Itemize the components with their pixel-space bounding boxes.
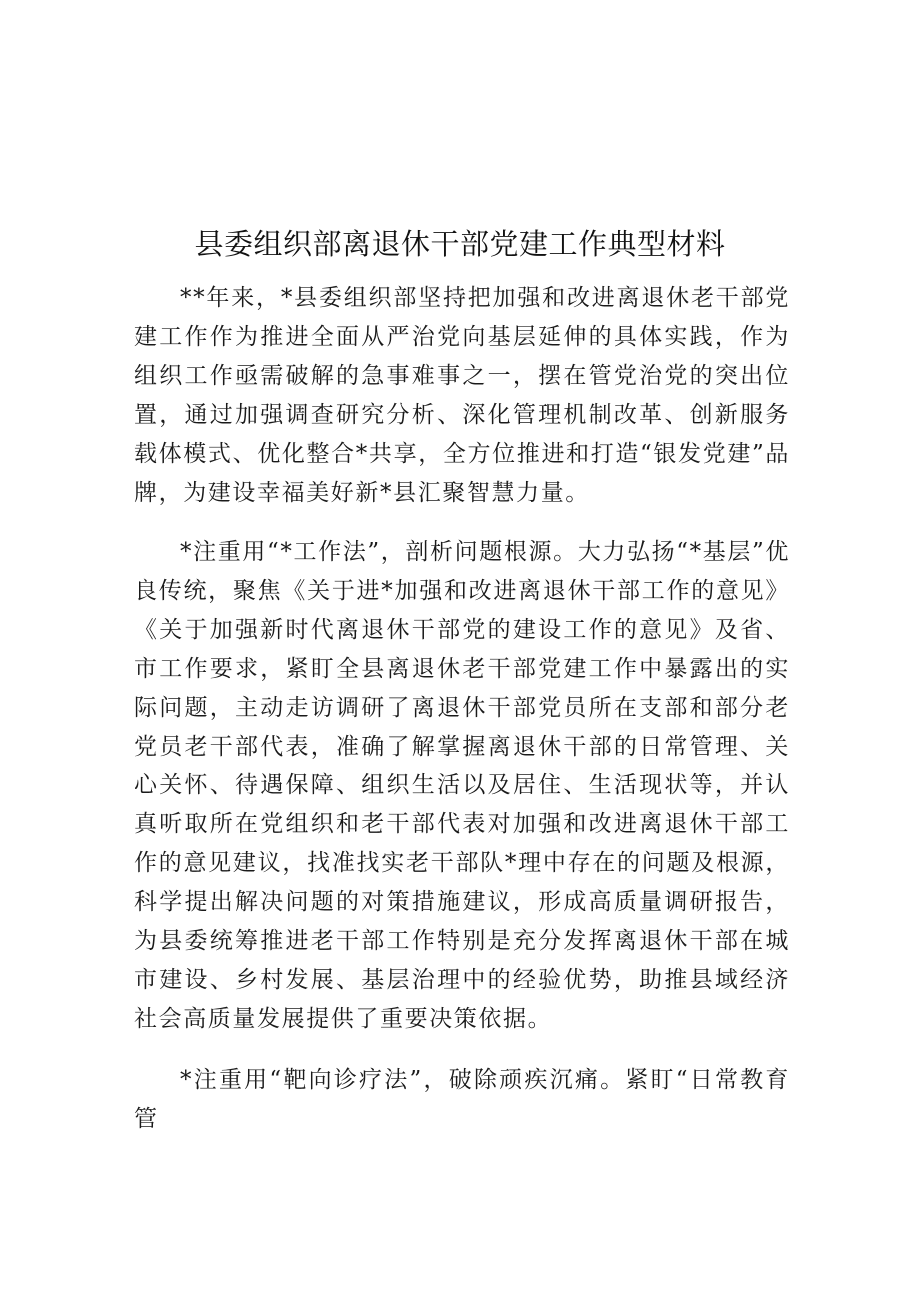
paragraph-intro: **年来，*县委组织部坚持把加强和改进离退休老干部党建工作作为推进全面从严治党向基层延伸的具体实践，作为组织工作亟需破解的急事难事之一，摆在管党治党的突出位置，通过加强调查研究分析、深化管理机制改革、创新服务载体模式、优化整合*共享，全方位推进和打造“银发党建”品牌，为建设幸福美好新*县汇聚智慧力量。 xyxy=(134,285,790,506)
paragraph-targeted-treatment: *注重用“靶向诊疗法”，破除顽疾沉痛。紧盯“日常教育管 xyxy=(134,1067,790,1132)
document-title: 县委组织部离退休干部党建工作典型材料 xyxy=(194,227,726,261)
paragraph-work-method: *注重用“*工作法”，剖析问题根源。大力弘扬“*基层”优良传统，聚焦《关于进*加强和改进离退休干部工作的意见》《关于加强新时代离退休干部党的建设工作的意见》及省、市工作要求，紧盯全县离退休老干部党建工作中暴露出的实际问题，主动走访调研了离退休干部党员所在支部和部分老党员老干部代表，准确了解掌握离退休干部的日常管理、关心关怀、待遇保障、组织生活以及居住、生活现状等，并认真听取所在党组织和老干部代表对加强和改进离退休干部工作的意见建议，找准找实老干部队*理中存在的问题及根源，科学提出解决问题的对策措施建议，形成高质量调研报告，为县委统筹推进老干部工作特别是充分发挥离退休干部在城市建设、乡村发展、基层治理中的经验优势，助推县域经济社会高质量发展提供了重要决策依据。 xyxy=(134,539,790,1032)
